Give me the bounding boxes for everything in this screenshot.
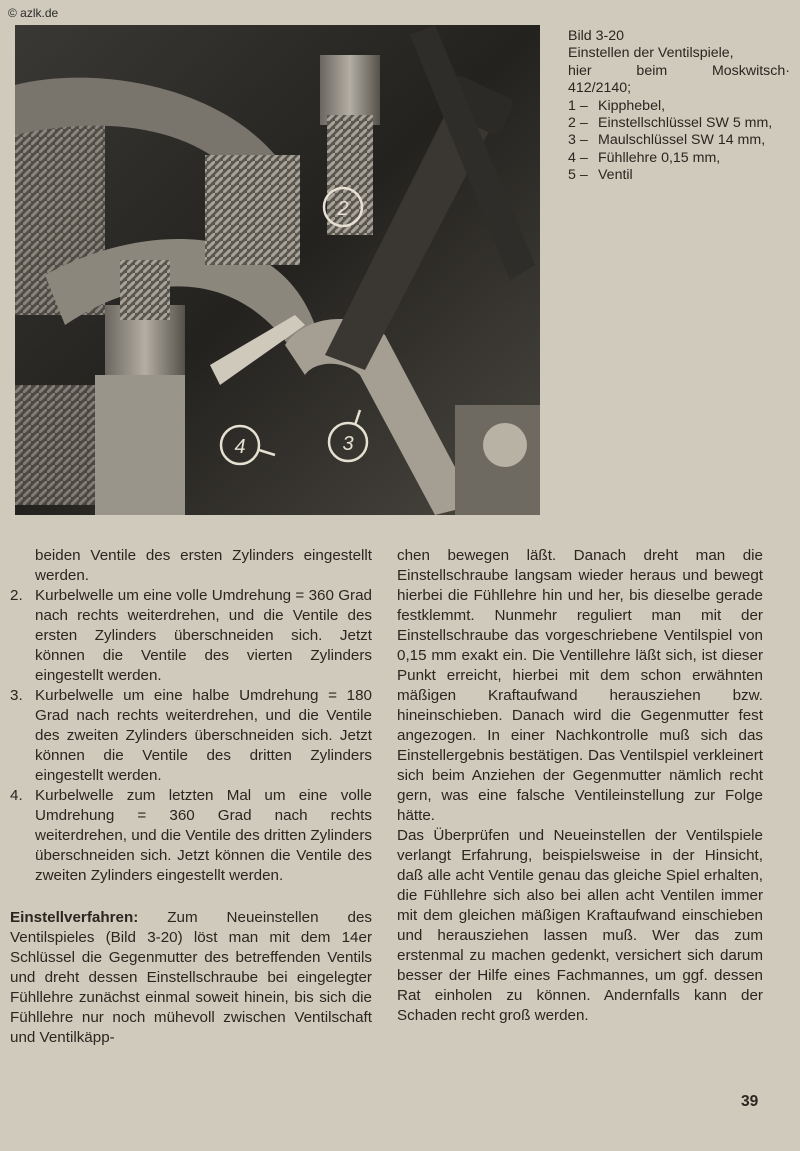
photo-illustration (15, 25, 540, 515)
procedure-paragraph (10, 908, 372, 1048)
watermark: © azlk.de (8, 6, 59, 20)
figure-legend (568, 98, 790, 185)
figure-desc-line: hier beim Moskwitsch· (568, 62, 790, 79)
section-heading: Einstellverfahren: (10, 909, 139, 926)
step-item: 4. Kurbelwelle zum letzten Mal um eine volle Umdrehung = 360 Grad nach rechts weiterdrehen, und die Ventile des dritten Zylinders überschneiden sich. Jetzt können die Ventile des zweiten Zylinders eingestellt werden. (10, 787, 372, 884)
legend-item: 4 – Fühllehre 0,15 mm, (568, 149, 721, 166)
legend-item: 3 – Maulschlüssel SW 14 mm, (568, 132, 766, 149)
steps-list (10, 586, 372, 886)
right-column (397, 546, 763, 1026)
intro-paragraph: beiden Ventile des ersten Zylinders eingestellt werden. (35, 547, 372, 584)
figure-title: Bild 3-20 (568, 28, 624, 44)
figure-caption (568, 28, 790, 185)
svg-text:4: 4 (234, 436, 246, 458)
left-column (10, 546, 372, 1048)
legend-item: 5 – Ventil (568, 167, 633, 184)
legend-item: 1 – Kipphebel, (568, 97, 666, 114)
engine-valve-photo (15, 25, 540, 515)
body-paragraph: Das Überprüfen und Neueinstellen der Ventilspiele verlangt Erfahrung, beispielsweise in der Hinsicht, daß alle acht Ventile genau das gleiche Spiel erhalten, die Fühllehre sich also bei allen acht Ventilen immer mit dem gleichen mäßigen Kraftaufwand einschieben und herausziehen lassen muß. Wer das zum erstenmal zu machen gedenkt, versichert sich darum besser der Hilfe eines Fachmannes, um ggf. dessen Rat einholen zu können. Andernfalls kann der Schaden recht groß werden. (397, 827, 763, 1024)
figure-desc-line: 412/2140; (568, 80, 632, 97)
figure-desc-line: Einstellen der Ventilspiele, (568, 45, 734, 62)
svg-text:3: 3 (342, 433, 354, 455)
legend-item: 2 – Einstellschlüssel SW 5 mm, (568, 115, 773, 132)
svg-text:2: 2 (337, 198, 349, 220)
body-paragraph: chen bewegen läßt. Danach dreht man die Einstellschraube langsam wieder heraus und bewegt hierbei die Fühllehre hin und her, bis dieselbe gerade festklemmt. Nunmehr reguliert man mit der Einstellschraube das vorgeschriebene Ventilspiel von 0,15 mm exakt ein. Die Ventillehre läßt sich, ist dieser Punkt erreicht, hierbei mit dem schon erwähnten mäßigen Kraftaufwand herausziehen bzw. hineinschieben. Danach wird die Gegenmutter fest angezogen. In einer Nachkontrolle muß sich das Einstellergebnis bestätigen. Das Ventilspiel verkleinert sich beim Anziehen der Gegenmutter nämlich recht gern, was eine falsche Ventileinstellung zur Folge hätte. (397, 547, 763, 824)
step-item: 2. Kurbelwelle um eine volle Umdrehung = 360 Grad nach rechts weiterdrehen, und die Ventile des ersten Zylinders überschneiden sich. Jetzt können die Ventile des vierten Zylinders eingestellt werden. (10, 587, 372, 684)
step-item: 3. Kurbelwelle um eine halbe Umdrehung = 180 Grad nach rechts weiterdrehen, und die Ventile des zweiten Zylinders überschneiden sich. Jetzt können die Ventile des dritten Zylinders eingestellt werden. (10, 687, 372, 784)
section-text: Zum Neueinstellen des Ventilspieles (Bild 3-20) löst man mit dem 14er Schlüssel die Gegenmutter des betreffenden Ventils und dreht dessen Einstellschraube bei eingelegter Fühllehre zunächst einmal soweit hinein, bis sich die Fühllehre nur noch mühevoll zwischen Ventilschaft und Ventilkäpp- (10, 909, 372, 1046)
page-number: 39 (741, 1093, 759, 1110)
